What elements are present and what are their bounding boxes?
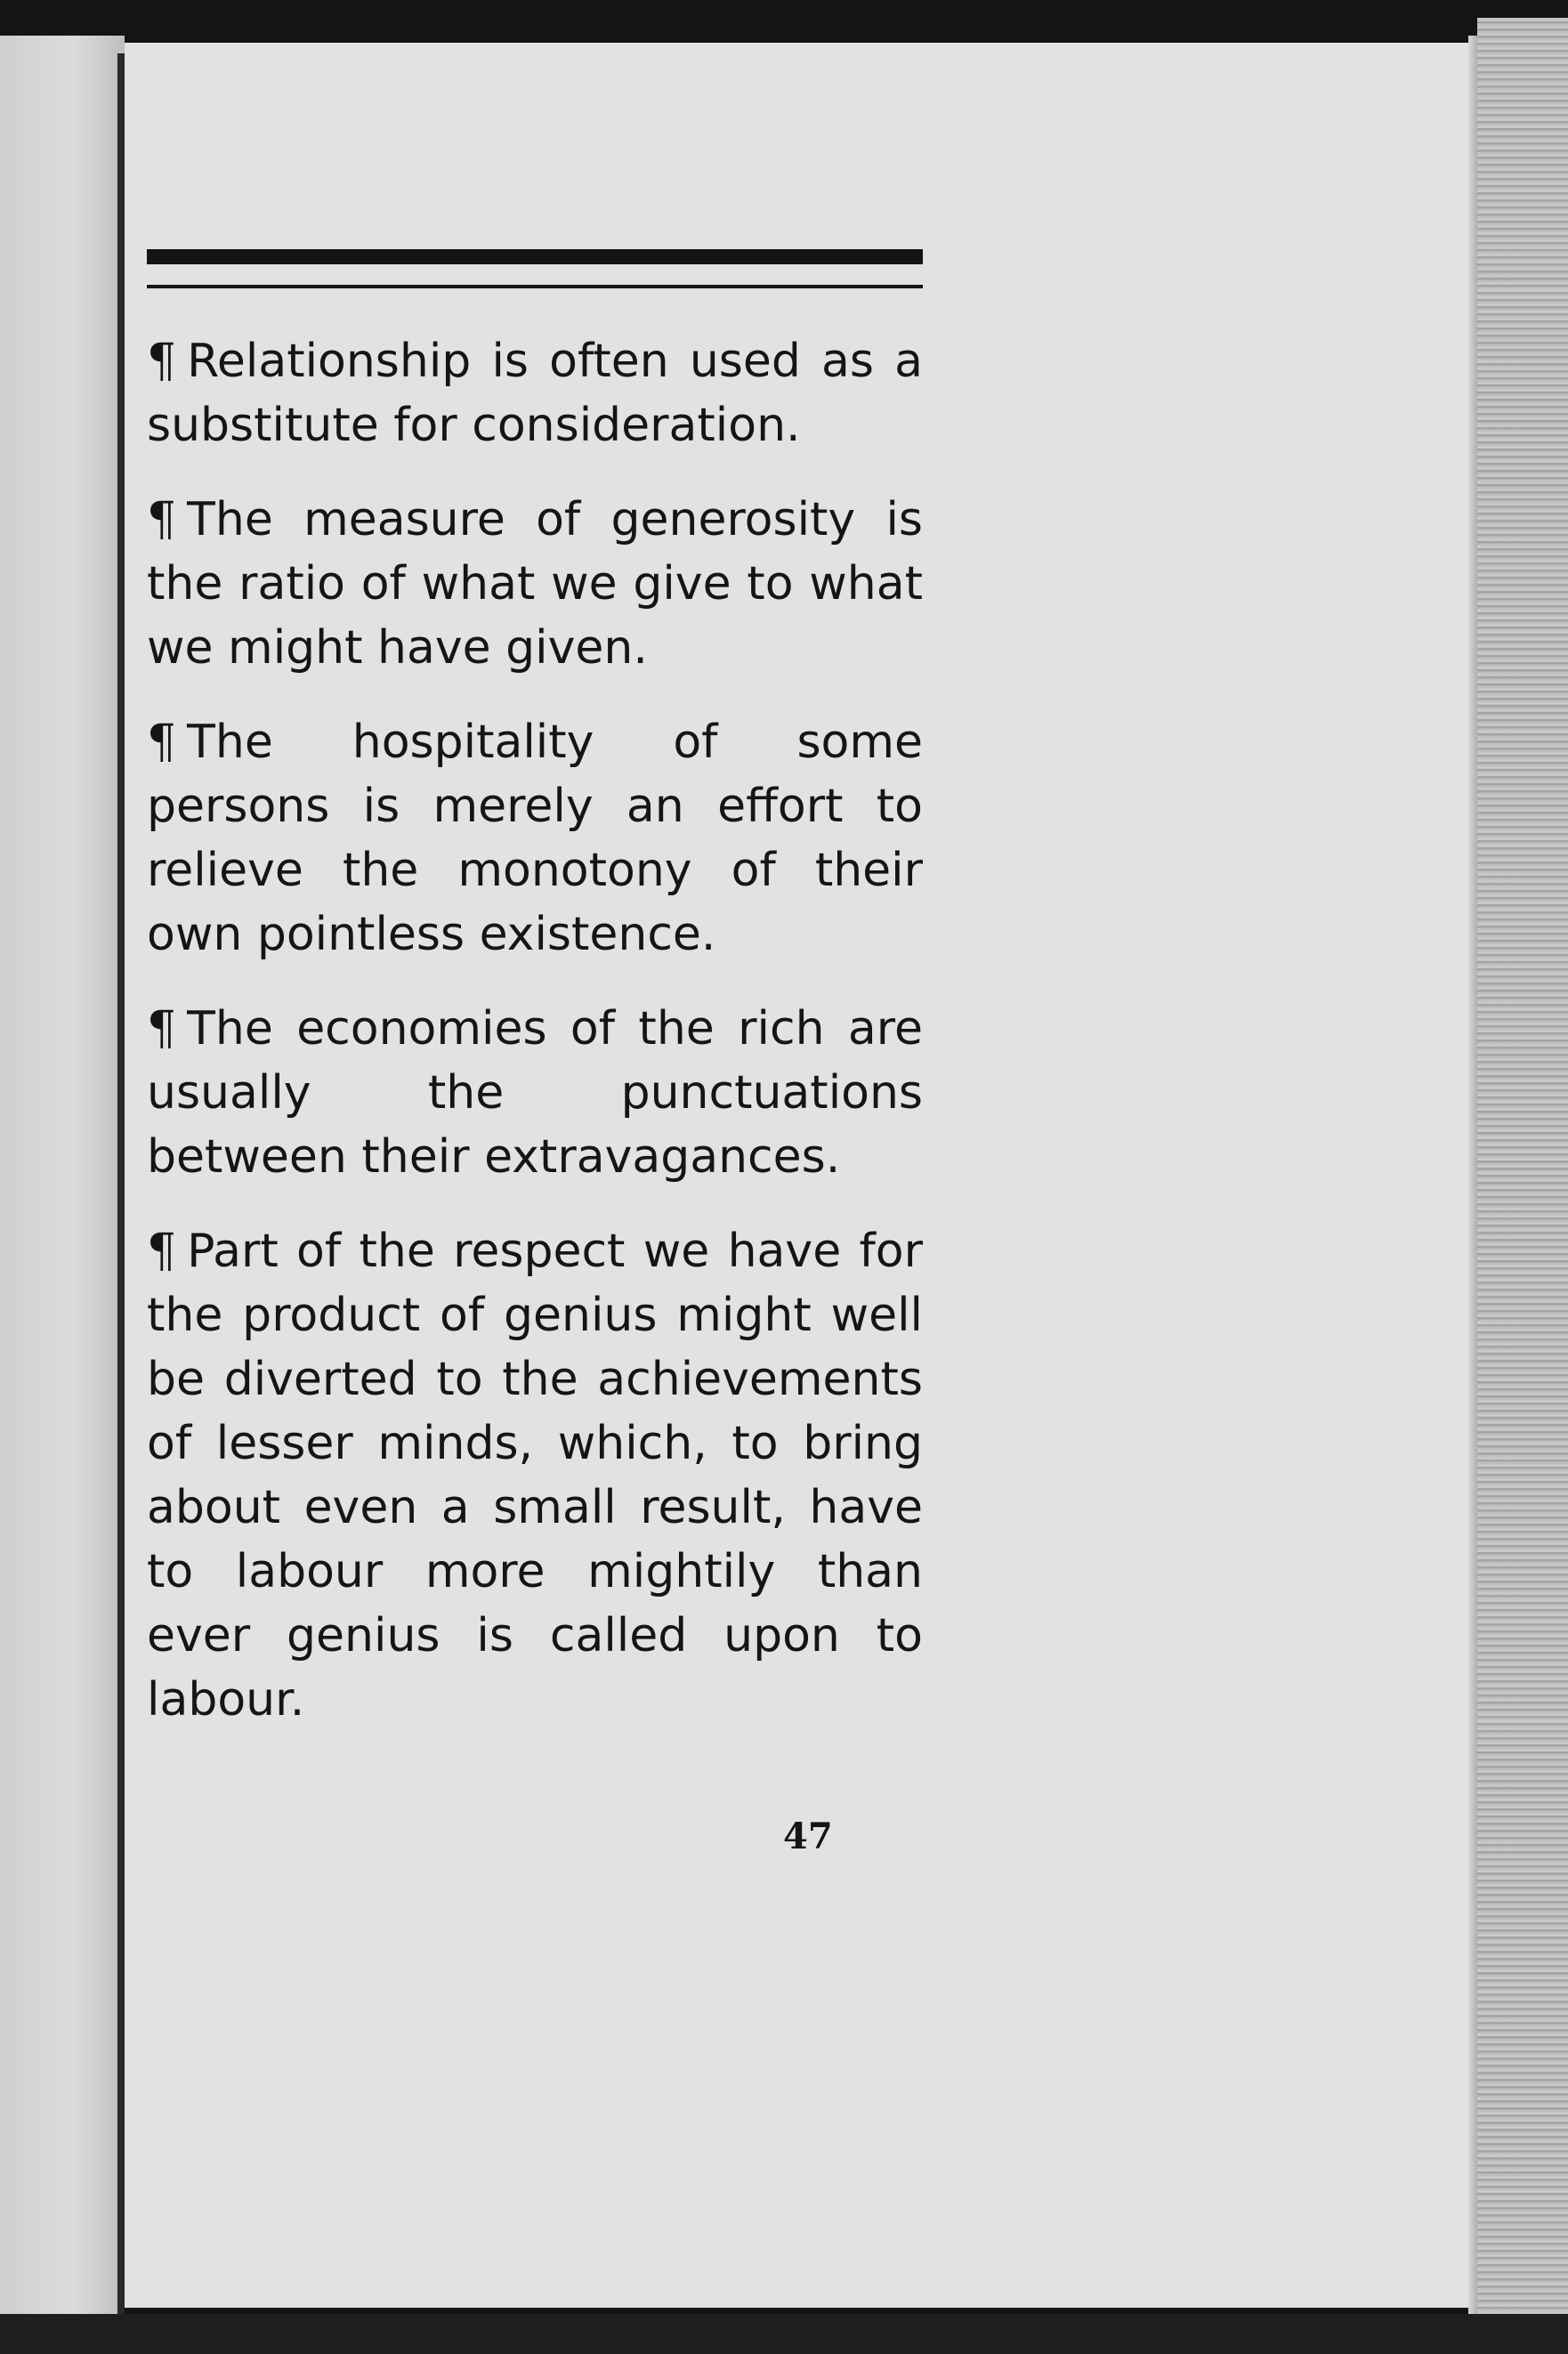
pilcrow-icon: ¶ xyxy=(147,716,177,769)
pilcrow-icon: ¶ xyxy=(147,1225,177,1278)
paragraph-text: Part of the respect we have for the product of genius might well be diverted to the achievements of lesser minds, which, to bring about even a small result, have to labour more mightily than ever genius is called upon to labour. xyxy=(147,1225,923,1727)
paragraph-text: Relationship is often used as a substitute for consideration. xyxy=(147,335,923,452)
header-rule-thick xyxy=(147,249,923,264)
paragraph-text: The economies of the rich are usually the punctuations between their extravagances. xyxy=(147,1002,923,1184)
book-fore-edge xyxy=(1477,18,1568,2341)
scan-bottom-border xyxy=(0,2314,1568,2354)
pilcrow-icon: ¶ xyxy=(147,493,177,546)
paragraph-text: The hospitality of some persons is merely an effort to relieve the monotony of their own pointless existence. xyxy=(147,716,923,961)
spine-shadow xyxy=(117,53,125,2314)
previous-page-edge xyxy=(0,36,125,2314)
page-number: 47 xyxy=(783,1816,833,1857)
paragraph xyxy=(147,1219,923,1732)
header-rule-thin xyxy=(147,285,923,288)
paragraph xyxy=(147,710,923,967)
pilcrow-icon: ¶ xyxy=(147,1002,177,1056)
paragraph xyxy=(147,329,923,457)
paragraph xyxy=(147,997,923,1189)
aphorism-text xyxy=(147,329,923,1762)
paragraph-text: The measure of generosity is the ratio of what we give to what we might have given. xyxy=(147,493,923,675)
pilcrow-icon: ¶ xyxy=(147,335,177,388)
paragraph xyxy=(147,488,923,680)
